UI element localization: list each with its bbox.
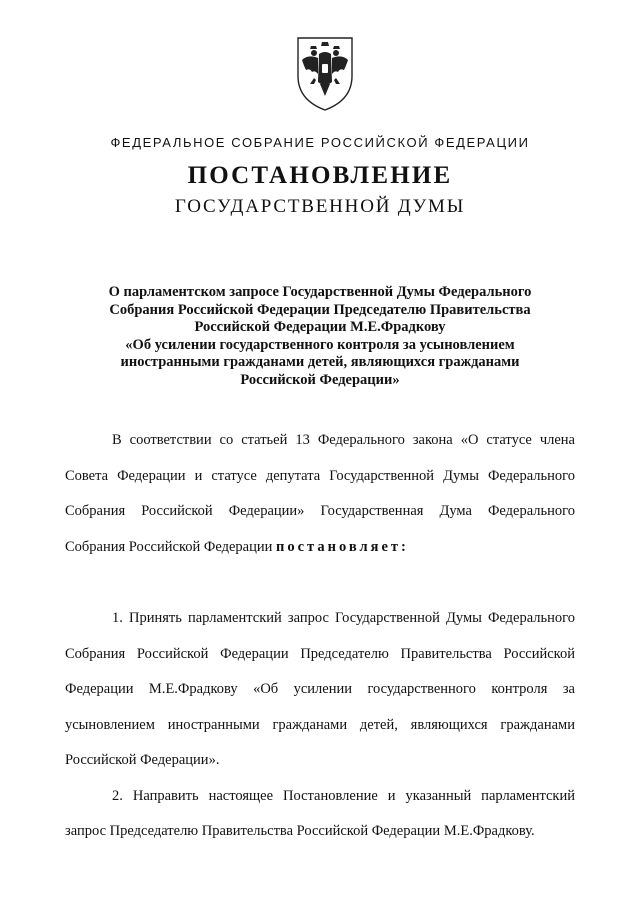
subject-line: иностранными гражданами детей, являющихся гражданами [120, 354, 520, 370]
subject-line: О парламентском запросе Государственной Думы Федерального [108, 284, 532, 300]
coat-of-arms-icon [292, 30, 358, 112]
preamble-paragraph [65, 423, 575, 565]
document-body [65, 423, 575, 850]
subject-line: Российской Федерации» [240, 371, 400, 388]
document-type-title: ПОСТАНОВЛЕНИЕ [187, 162, 453, 189]
subject-line: Собрания Российской Федерации Председателю Правительства [109, 301, 531, 318]
preamble-text: В соответствии со статьей 13 Федерального закона «О статусе члена Совета Федерации и статусе депутата Государственной Думы Федерального Собрания Российской Федерации» Государственная Дума Федерального Собрания Российской Федерации [65, 432, 575, 555]
organization-name: ФЕДЕРАЛЬНОЕ СОБРАНИЕ РОССИЙСКОЙ ФЕДЕРАЦИИ [110, 135, 530, 150]
document-issuer: ГОСУДАРСТВЕННОЙ ДУМЫ [174, 196, 466, 217]
subject-line: «Об усилении государственного контроля за усыновлением [125, 336, 515, 353]
document-subject [60, 284, 580, 389]
resolution-item-2: 2. Направить настоящее Постановление и указанный парламентский запрос Председателю Правительства Российской Федерации М.Е.Фрадкову. [65, 787, 575, 839]
resolution-item-1: 1. Принять парламентский запрос Государственной Думы Федерального Собрания Российской Федерации Председателю Правительства Российской Федерации М.Е.Фрадкову «Об усилении государственного контроля за усыновлением иностранными гражданами детей, являющихся гражданами Российской Федерации». [65, 610, 575, 768]
subject-line: Российской Федерации М.Е.Фрадкову [194, 319, 446, 335]
resolves-keyword: постановляет: [276, 538, 409, 555]
